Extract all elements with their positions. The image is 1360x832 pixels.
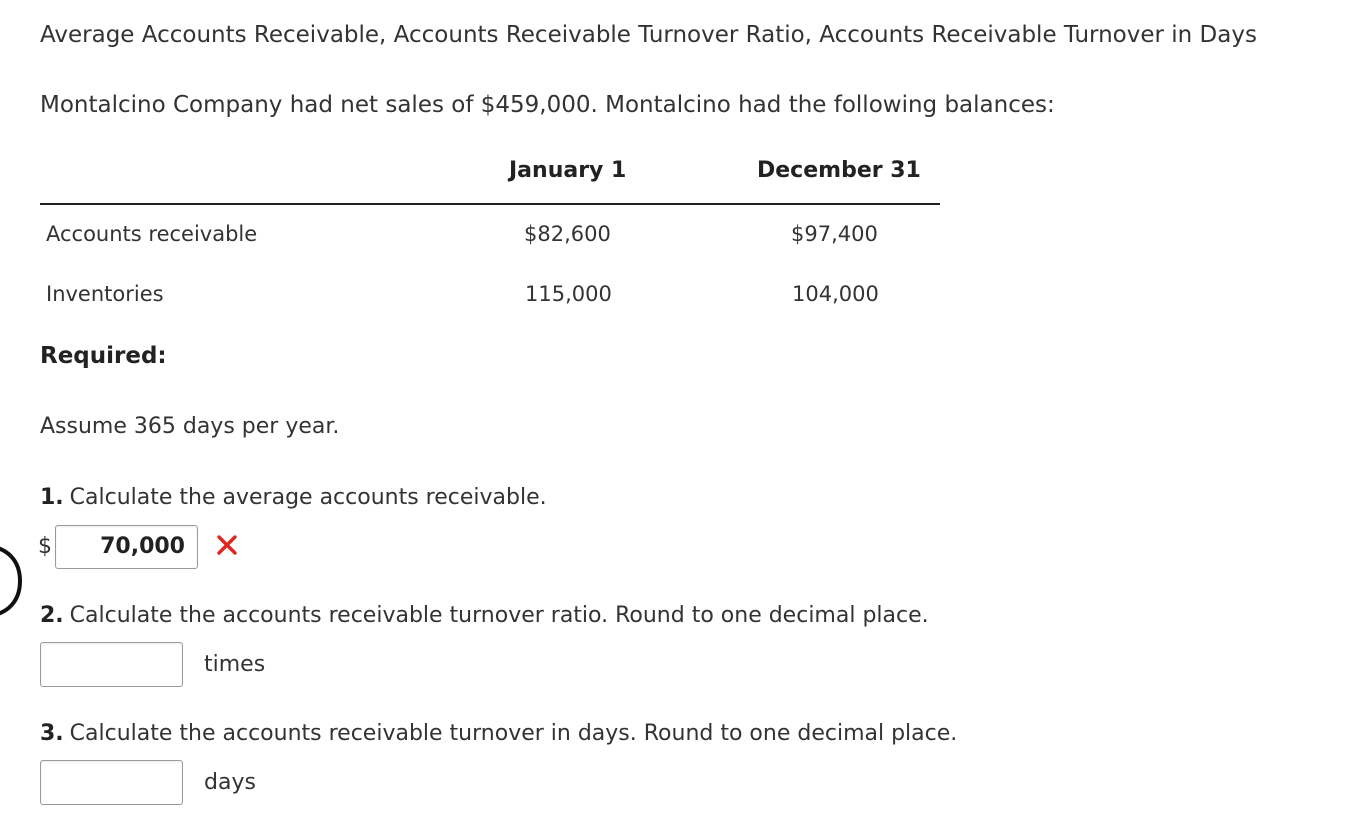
cell-inventories-december: 104,000 bbox=[792, 282, 879, 306]
question-2-text: Calculate the accounts receivable turnover ratio. Round to one decimal place. bbox=[69, 603, 929, 628]
column-header-december: December 31 bbox=[757, 158, 921, 183]
question-3-text: Calculate the accounts receivable turnover in days. Round to one decimal place. bbox=[69, 721, 958, 746]
row-label-inventories: Inventories bbox=[46, 282, 164, 306]
answer-3-unit: days bbox=[204, 770, 256, 795]
question-1-number: 1. bbox=[40, 485, 64, 510]
page-title: Average Accounts Receivable, Accounts Receivable Turnover Ratio, Accounts Receivable Turnover in Days bbox=[40, 22, 1257, 48]
question-2 bbox=[40, 603, 929, 628]
question-3 bbox=[40, 721, 957, 746]
assumption-text: Assume 365 days per year. bbox=[40, 414, 340, 439]
row-label-accounts-receivable: Accounts receivable bbox=[46, 222, 258, 246]
x-mark-icon bbox=[214, 532, 240, 558]
question-3-number: 3. bbox=[40, 721, 64, 746]
question-1 bbox=[40, 485, 547, 510]
required-heading: Required: bbox=[40, 343, 167, 369]
cell-inventories-january: 115,000 bbox=[525, 282, 612, 306]
question-1-text: Calculate the average accounts receivable. bbox=[69, 485, 547, 510]
answer-2-input[interactable] bbox=[40, 642, 183, 687]
column-header-january: January 1 bbox=[509, 158, 627, 183]
question-2-number: 2. bbox=[40, 603, 64, 628]
answer-3-input[interactable] bbox=[40, 760, 183, 805]
answer-2-unit: times bbox=[204, 652, 266, 677]
cell-ar-december: $97,400 bbox=[791, 222, 878, 246]
dollar-prefix: $ bbox=[38, 534, 52, 559]
answer-1-input[interactable]: 70,000 bbox=[55, 525, 198, 569]
problem-intro: Montalcino Company had net sales of $459,000. Montalcino had the following balances: bbox=[40, 92, 1055, 118]
cursor-bracket-shape bbox=[0, 541, 24, 621]
table-header-rule bbox=[40, 203, 940, 205]
cell-ar-january: $82,600 bbox=[524, 222, 611, 246]
